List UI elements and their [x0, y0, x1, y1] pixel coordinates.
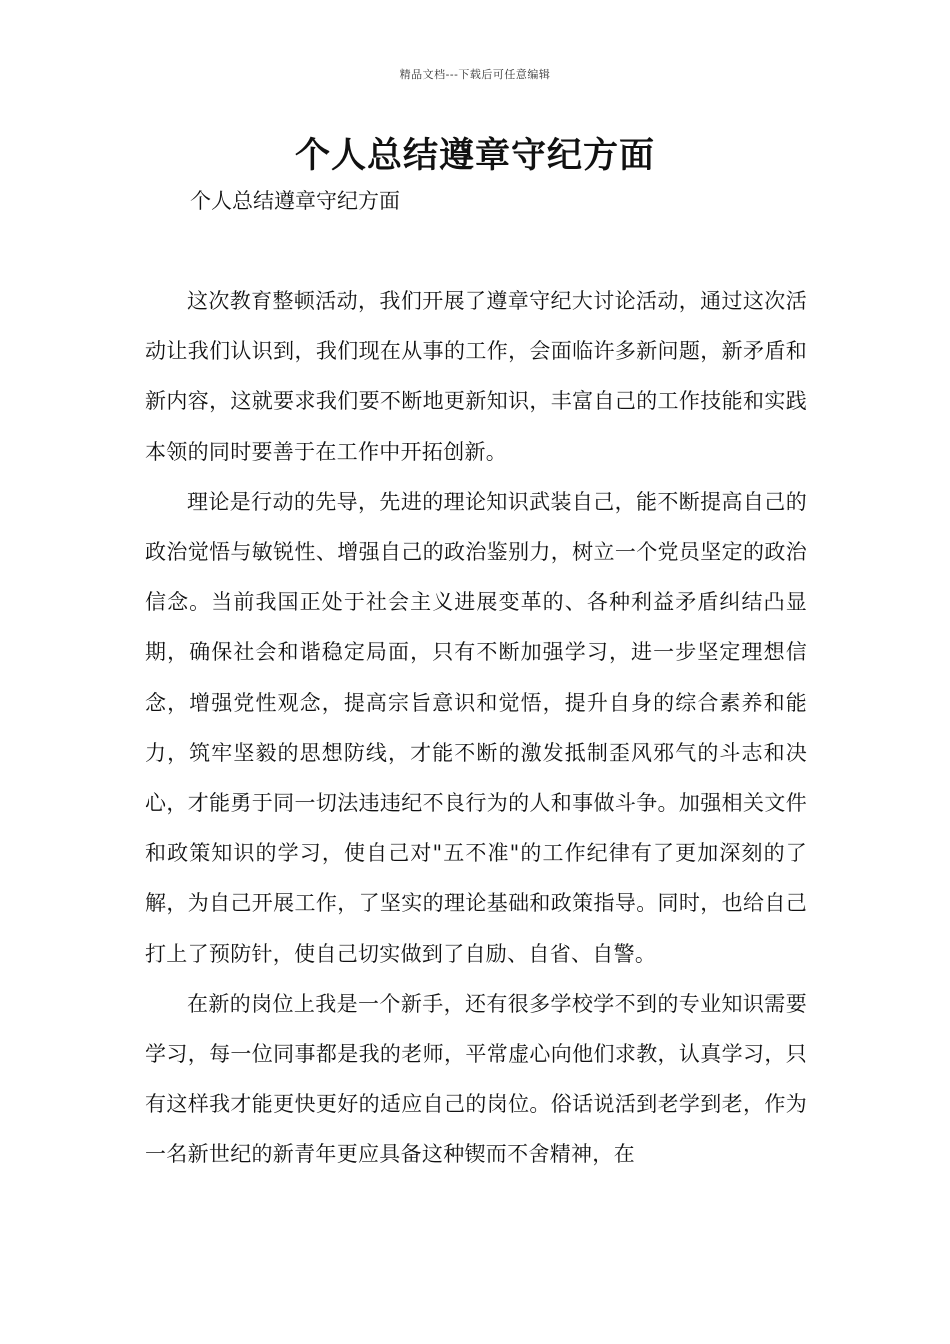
document-title: 个人总结遵章守纪方面 — [294, 135, 655, 176]
paragraph-1: 这次教育整顿活动，我们开展了遵章守纪大讨论活动，通过这次活动让我们认识到，我们现在从事的工作，会面临许多新问题，新矛盾和新内容，这就要求我们要不断地更新知识，丰富自己的工作技能和实践本领的同时要善于在工作中开拓创新。 — [145, 289, 807, 464]
document-subtitle: 个人总结遵章守纪方面 — [190, 189, 400, 213]
paragraph-2: 理论是行动的先导，先进的理论知识武装自己，能不断提高自己的政治觉悟与敏锐性、增强自己的政治鉴别力，树立一个党员坚定的政治信念。当前我国正处于社会主义进展变革的、各种利益矛盾纠结凸显期，确保社会和谐稳定局面，只有不断加强学习，进一步坚定理想信念，增强党性观念，提高宗旨意识和觉悟，提升自身的综合素养和能力，筑牢坚毅的思想防线，才能不断的激发抵制歪风邪气的斗志和决心，才能勇于同一切法违违纪不良行为的人和事做斗争。加强相关文件和政策知识的学习，使自己对"五不准"的工作纪律有了更加深刻的了解，为自己开展工作，了坚实的理论基础和政策指导。同时，也给自己打上了预防针，使自己切实做到了自励、自省、自警。 — [145, 489, 807, 966]
header-note: 精品文档---下载后可任意编辑 — [399, 68, 551, 81]
paragraph-3: 在新的岗位上我是一个新手，还有很多学校学不到的专业知识需要学习，每一位同事都是我的老师，平常虚心向他们求教，认真学习，只有这样我才能更快更好的适应自己的岗位。俗话说活到老学到老，作为一名新世纪的新青年更应具备这种锲而不舍精神，在 — [145, 991, 807, 1167]
document-body — [145, 276, 807, 1180]
